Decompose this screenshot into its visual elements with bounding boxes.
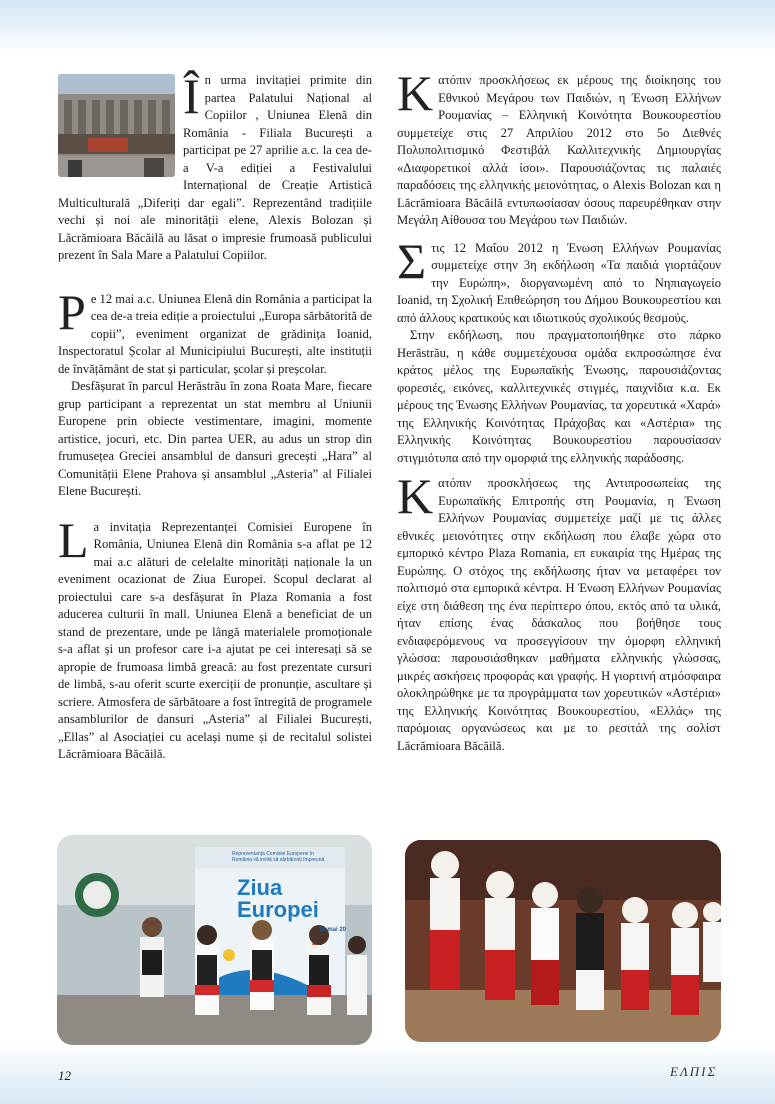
paragraph-text: n urma invitației primite din partea Palatului Național al Copiilor , Uniunea Elenă din România - Filiala București a participat pe 27 aprilie a.c. la cea de-a V-a ediției a Festivalului Internațional de Creație Artistică Multiculturală „Diferiți dar egali”. Reprezentând tradițiile vechi și noi ale minorității elene, Alexis Bolozan și Lăcrămioara Băcăilă au lăsat o impresie frumoasă publicului prezent în Sala Mare a Palatului Copiilor. <box>58 73 372 262</box>
drop-cap: L <box>58 511 89 568</box>
article-paragraph <box>58 283 372 379</box>
banner-small-text: Reprezentanța Comisiei Europene în România vă invită să sărbătoriți împreună <box>232 851 325 863</box>
article-paragraph <box>397 65 721 230</box>
article-paragraph <box>397 232 721 328</box>
page-number: 12 <box>58 1068 71 1083</box>
europe-day-photo <box>57 835 372 1045</box>
paragraph-text: ατόπιν προσκλήσεως εκ μέρους της διοίκησης του Εθνικού Μεγάρου των Παιδιών, η Ένωση Ελλήνων Ρουμανίας – Ελληνική Κοινότητα Βουκουρεστίου συμμετείχε στις 27 Απριλίου 2012 στο 5ο Διεθνές Πολυπολιτισμικό Φεστιβάλ Καλλιτεχνικής Δημιουργίας «Διαφορετικοί αλλά ίσοι». Παρουσιάζοντας τις παλαιές παραδόσεις της ελληνικής μειονότητας, ο Alexis Bolozan και η Lăcrămioara Băcăilă εντυπωσίασαν όσους παρευρέθηκαν στην Μεγάλη Αίθουσα του Μεγάρου των Παιδιών. <box>397 73 721 227</box>
left-column <box>58 68 372 764</box>
paragraph-text: a invitația Reprezentanței Comisiei Europene în România, Uniunea Elenă din România s-a aflat pe 12 mai a.c alături de celelalte minorități naționale la un eveniment ocazionat de Ziua Europei. Scopul declarat al proiectului care s-a desfășurat în Plaza Romania a fost aducerea culturii în mall. Uniunea Elenă a beneficiat de un stand de prezentare, unde pe lângă materialele promoționale s-a aflat și un profesor care i-a ajutat pe cei interesați să se apropie de frumoasa limbă greacă: au fost prezentate cursuri de limbă, s-au oferit scurte exerciții de pronunție, ascultare și scriere. Atmosfera de sărbătoare a fost întregită de programele ansamblurilor de dansuri „Asteria” al Filialei București, „Ellas” al Asociației cu același nume și de recitalul solistei Lăcrămioara Băcăilă. <box>58 519 372 761</box>
drop-cap: Κ <box>397 65 434 121</box>
article-paragraph <box>397 327 721 467</box>
banner-title-ziua: Ziua <box>237 875 283 900</box>
paragraph-text: ατόπιν προσκλήσεως της Αντιπροσωπείας της Ευρωπαϊκής Επιτροπής στη Ρουμανία, η Ένωση Ελλήνων Ρουμανίας συμμετείχε μαζί με τις άλλες εθνικές μειονότητες στην εκδήλωση που έλαβε χώρα στο εμπορικό κέντρο Plaza Romania, επ ευκαιρία της Ημέρας της Ευρώπης. Ο στόχος της εκδήλωσης ήταν να μεταφέρει τον πολιτισμό στα εμπορικά κέντρα. Η Ένωση Ελλήνων Ρουμανίας είχε στη διάθεση της ένα περίπτερο όπου, εκτός από τα υλικά, ήταν επίσης ένας δάσκαλος που βοήθησε τους ενδιαφερόμενους να προσεγγίσουν την όμορφη ελληνική γλώσσα: παρουσιάσθηκαν μαθήματα ελληνικής γλώσσας, μικρές ασκήσεις προφοράς και γραφής. Η γιορτινή ατμόσφαιρα ολοκληρώθηκε με τα προγράμματα των χορευτικών «Αστέρια» της Ελληνικής Κοινότητας Βουκουρεστίου, «Ελλάς» της παρόμοιας οργανώσεως και με το ρεσιτάλ της σολίστ Lăcrămioara Băcăilă. <box>397 476 721 753</box>
article-paragraph <box>58 511 372 764</box>
drop-cap: Σ <box>397 232 427 289</box>
article-paragraph <box>58 68 372 265</box>
paragraph-text: τις 12 Μαΐου 2012 η Ένωση Ελλήνων Ρουμανίας συμμετείχε στην 3η εκδήλωση «Τα παιδιά γιορτάζουν την Ευρώπη», διοργανωμένη από το Νηπιαγωγείο Ioanid, τη Σχολική Επιθεώρηση του Δήμου Βουκουρεστίου και από άλλους κρατικούς και ιδιωτικούς σχολικούς θεσμούς. <box>397 240 721 325</box>
banner-title-europei: Europei <box>237 897 319 922</box>
drop-cap: Î <box>183 68 200 124</box>
children-dance-photo <box>405 840 721 1042</box>
paragraph-text: e 12 mai a.c. Uniunea Elenă din România a participat la cea de-a treia ediție a proiectului „Europa sărbătorită de copii”, eveniment organizat de grădinița Ioanid, Inspectoratul Școlar al Municipiului București, alte instituții de învățământ de stat și particular, școlar și preșcolar. <box>58 291 372 376</box>
drop-cap: P <box>58 283 86 340</box>
article-paragraph <box>397 468 721 755</box>
article-paragraph <box>58 378 372 501</box>
right-column <box>397 65 721 755</box>
magazine-name: ΕΛΠΙΣ <box>670 1064 718 1079</box>
paragraph-text: Desfășurat în parcul Herăstrău în zona Roata Mare, fiecare grup participant a reprezentat un stat membru al Uniunii Europene prin obiecte vestimentare, imagini, momente artistice, jocuri, etc. Din partea UER, au adus un strop din frumusețea Greciei ansamblul de dansuri grecești „Hara” al Comunității Elene Prahova și ansamblul „Asteria” al Filialei Elene București. <box>58 379 372 498</box>
paragraph-text: Στην εκδήλωση, που πραγματοποιήθηκε στο πάρκο Herăstrău, η κάθε συμμετέχουσα ομάδα εκπροσώπησε ένα κράτος μέλος της Ευρωπαϊκής Ένωσης, παρουσιάζοντας φορεσιές, εικόνες, καλλιτεχνικές στιγμές, παιχνίδια κ.α. Εκ μέρους της Ένωσης Ελλήνων Ρουμανίας, τα χορευτικά «Χαρά» της Ελληνικής Κοινότητας Πράχοβας και «Αστέρια» της Ελληνικής Κοινότητας Βουκουρεστίου παρουσίασαν στιγμιότυπα από την ομορφιά της ελληνικής παράδοσης. <box>397 328 721 465</box>
palace-photo <box>58 74 175 177</box>
drop-cap: Κ <box>397 468 434 524</box>
banner-date: 12 mai 20 <box>319 927 347 933</box>
